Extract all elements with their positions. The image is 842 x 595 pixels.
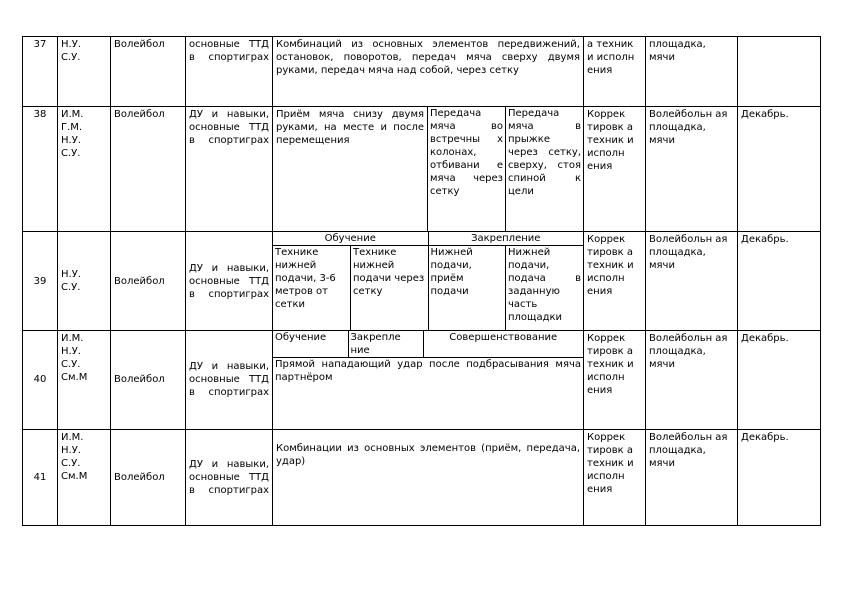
row-place: Волейбольн ая площадка, мячи (646, 107, 738, 232)
sub-table (273, 232, 583, 330)
sub-table (273, 331, 583, 429)
learn-header: Обучение (273, 232, 428, 246)
schedule-table (22, 36, 821, 526)
table-row (23, 107, 821, 232)
row-skills: ДУ и навыки, основные ТТД в спортиграх (186, 429, 273, 525)
row-content-1: Технике нижней подачи, 3-6 метров от сетки (273, 246, 351, 330)
row-number: 40 (23, 331, 58, 430)
fix-header: Закрепление (428, 232, 583, 246)
row-correction: Коррек тировк а техник и исполн ения (584, 429, 646, 525)
row-correction: Коррек тировк а техник и исполн ения (584, 107, 646, 232)
row-month: Декабрь. (738, 107, 821, 232)
row-sport: Волейбол (111, 37, 186, 107)
row-people: И.М. Н.У. С.У. См.М (58, 429, 111, 525)
row-content-1: Приём мяча снизу двумя руками, на месте и после перемещения (273, 107, 428, 232)
row-number: 37 (23, 37, 58, 107)
row-month (738, 37, 821, 107)
row-place: Волейбольн ая площадка, мячи (646, 331, 738, 430)
row-place: Волейбольн ая площадка, мячи (646, 232, 738, 331)
row-sport: Волейбол (111, 107, 186, 232)
row-people: И.М. Г.М. Н.У. С.У. (58, 107, 111, 232)
row-content-4: Нижней подачи, подача в заданную часть площадки (506, 246, 584, 330)
row-skills: ДУ и навыки, основные ТТД в спортиграх (186, 232, 273, 331)
learn-header: Обучение (273, 331, 348, 358)
row-number: 39 (23, 232, 58, 331)
row-content-3: Нижней подачи, приём подачи (428, 246, 506, 330)
row-content-split (273, 232, 584, 331)
row-sport: Волейбол (111, 331, 186, 430)
row-skills: основные ТТД в спортиграх (186, 37, 273, 107)
row-month: Декабрь. (738, 429, 821, 525)
row-content-2: Передача мяча во встречны х колонах, отбивани е мяча через сетку (428, 107, 506, 231)
row-number: 41 (23, 429, 58, 525)
row-number: 38 (23, 107, 58, 232)
sub-table (428, 107, 583, 231)
row-content: Комбинации из основных элементов (приём, передача, удар) (273, 429, 584, 525)
row-sport: Волейбол (111, 429, 186, 525)
row-content-2: Технике нижней подачи через сетку (351, 246, 429, 330)
table-row (23, 429, 821, 525)
row-skills: ДУ и навыки, основные ТТД в спортиграх (186, 107, 273, 232)
table-row (23, 331, 821, 430)
improve-header: Совершенствование (423, 331, 583, 358)
row-month: Декабрь. (738, 232, 821, 331)
table-row (23, 232, 821, 331)
row-people: Н.У. С.У. (58, 37, 111, 107)
row-content: Комбинаций из основных элементов передвижений, остановок, поворотов, передач мяча сверху двумя руками, передач мяча над собой, через сетку (273, 37, 584, 107)
row-people: И.М. Н.У. С.У. См.М (58, 331, 111, 430)
row-month: Декабрь. (738, 331, 821, 430)
row-place: Волейбольн ая площадка, мячи (646, 429, 738, 525)
row-correction: Коррек тировк а техник и исполн ения (584, 232, 646, 331)
row-content-split (428, 107, 584, 232)
row-content-3: Передача мяча в прыжке через сетку, сверху, стоя спиной к цели (506, 107, 584, 231)
row-correction: Коррек тировк а техник и исполн ения (584, 331, 646, 430)
row-content: Прямой нападающий удар после подбрасывания мяча партнёром (273, 358, 583, 429)
row-content-split (273, 331, 584, 430)
row-correction: а техник и исполн ения (584, 37, 646, 107)
table-row (23, 37, 821, 107)
row-sport: Волейбол (111, 232, 186, 331)
row-place: площадка, мячи (646, 37, 738, 107)
row-skills: ДУ и навыки, основные ТТД в спортиграх (186, 331, 273, 430)
fix-header: Закрепле ние (348, 331, 423, 358)
row-people: Н.У. С.У. (58, 232, 111, 331)
